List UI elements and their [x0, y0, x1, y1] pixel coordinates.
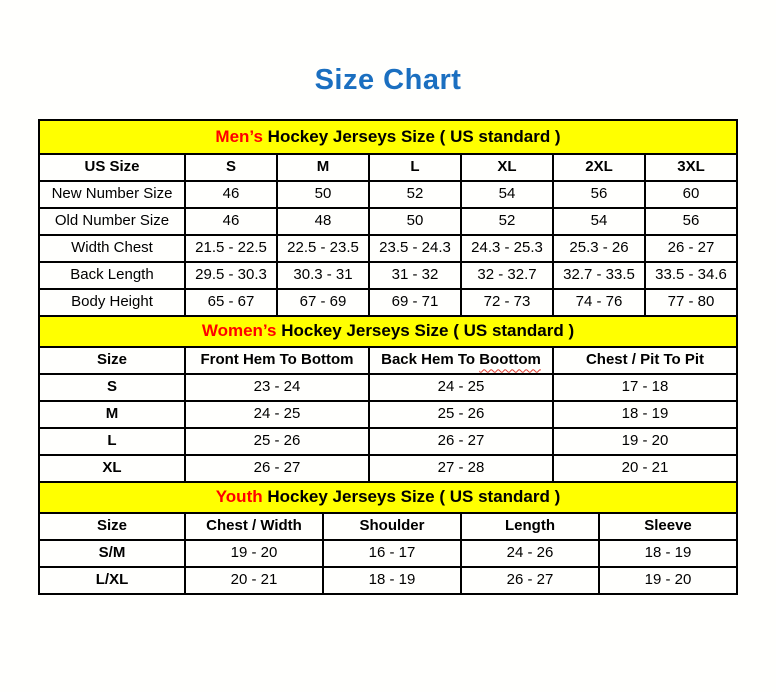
youth-column-header-3: Length: [461, 513, 599, 540]
womens-table-row: [39, 428, 737, 455]
womens-section-title: Hockey Jerseys Size ( US standard ): [276, 321, 575, 341]
mens-table-row: [39, 181, 737, 208]
misspelled-word: Boottom: [479, 351, 541, 369]
youth-column-header-4: Sleeve: [599, 513, 737, 540]
youth-row-label: L/XL: [39, 567, 185, 594]
womens-row-label: M: [39, 401, 185, 428]
mens-row-label: Back Length: [39, 262, 185, 289]
womens-column-header-2: Back Hem To Boottom: [369, 347, 553, 374]
youth-section-title: Hockey Jerseys Size ( US standard ): [262, 487, 561, 507]
mens-size-cell: 26 - 27: [645, 235, 737, 262]
womens-size-cell: 23 - 24: [185, 374, 369, 401]
womens-table-body: [39, 374, 737, 482]
womens-size-cell: 26 - 27: [369, 428, 553, 455]
womens-size-table: [38, 315, 738, 483]
youth-size-cell: 26 - 27: [461, 567, 599, 594]
womens-size-cell: 25 - 26: [369, 401, 553, 428]
youth-table-body: [39, 540, 737, 594]
youth-column-header-1: Chest / Width: [185, 513, 323, 540]
mens-column-header-3: L: [369, 154, 461, 181]
mens-size-cell: 31 - 32: [369, 262, 461, 289]
mens-size-cell: 72 - 73: [461, 289, 553, 316]
womens-size-cell: 25 - 26: [185, 428, 369, 455]
womens-size-cell: 17 - 18: [553, 374, 737, 401]
youth-size-cell: 24 - 26: [461, 540, 599, 567]
mens-table-row: [39, 235, 737, 262]
youth-size-cell: 19 - 20: [599, 567, 737, 594]
mens-column-header-5: 2XL: [553, 154, 645, 181]
mens-size-cell: 52: [369, 181, 461, 208]
mens-table-row: [39, 289, 737, 316]
mens-size-cell: 25.3 - 26: [553, 235, 645, 262]
mens-size-cell: 54: [461, 181, 553, 208]
mens-row-label: Old Number Size: [39, 208, 185, 235]
mens-section-row: [39, 120, 737, 154]
womens-size-cell: 19 - 20: [553, 428, 737, 455]
womens-section-row: [39, 316, 737, 347]
mens-column-header-1: S: [185, 154, 277, 181]
mens-size-cell: 60: [645, 181, 737, 208]
mens-section-header: [39, 120, 737, 154]
mens-row-label: Width Chest: [39, 235, 185, 262]
youth-size-cell: 18 - 19: [599, 540, 737, 567]
mens-size-cell: 69 - 71: [369, 289, 461, 316]
mens-size-cell: 21.5 - 22.5: [185, 235, 277, 262]
mens-size-cell: 23.5 - 24.3: [369, 235, 461, 262]
mens-table-row: [39, 208, 737, 235]
womens-section-accent: Women’s: [201, 321, 277, 341]
mens-size-cell: 65 - 67: [185, 289, 277, 316]
mens-column-header-4: XL: [461, 154, 553, 181]
mens-row-label: Body Height: [39, 289, 185, 316]
womens-size-cell: 26 - 27: [185, 455, 369, 482]
mens-size-cell: 77 - 80: [645, 289, 737, 316]
mens-size-cell: 56: [553, 181, 645, 208]
mens-size-cell: 56: [645, 208, 737, 235]
youth-column-header-row: [39, 513, 737, 540]
womens-column-header-1: Front Hem To Bottom: [185, 347, 369, 374]
page-title: Size Chart: [314, 64, 462, 96]
youth-size-table: [38, 481, 738, 595]
mens-section-title: Hockey Jerseys Size ( US standard ): [262, 126, 561, 146]
size-chart: [38, 119, 738, 595]
youth-table-row: [39, 540, 737, 567]
mens-size-cell: 67 - 69: [277, 289, 369, 316]
youth-column-header-0: Size: [39, 513, 185, 540]
womens-size-cell: 27 - 28: [369, 455, 553, 482]
womens-table-row: [39, 401, 737, 428]
youth-size-cell: 16 - 17: [323, 540, 461, 567]
mens-size-cell: 32.7 - 33.5: [553, 262, 645, 289]
mens-size-cell: 29.5 - 30.3: [185, 262, 277, 289]
mens-table-body: [39, 181, 737, 316]
mens-size-cell: 74 - 76: [553, 289, 645, 316]
youth-size-cell: 19 - 20: [185, 540, 323, 567]
mens-row-label: New Number Size: [39, 181, 185, 208]
mens-section-accent: Men’s: [215, 126, 263, 146]
youth-size-cell: 18 - 19: [323, 567, 461, 594]
mens-table-row: [39, 262, 737, 289]
mens-size-cell: 22.5 - 23.5: [277, 235, 369, 262]
mens-size-cell: 50: [369, 208, 461, 235]
mens-column-header-row: [39, 154, 737, 181]
youth-column-header-2: Shoulder: [323, 513, 461, 540]
mens-size-cell: 52: [461, 208, 553, 235]
youth-size-cell: 20 - 21: [185, 567, 323, 594]
mens-column-header-0: US Size: [39, 154, 185, 181]
womens-section-header: [39, 316, 737, 347]
youth-row-label: S/M: [39, 540, 185, 567]
womens-table-row: [39, 374, 737, 401]
mens-size-cell: 46: [185, 181, 277, 208]
mens-size-cell: 24.3 - 25.3: [461, 235, 553, 262]
mens-size-cell: 48: [277, 208, 369, 235]
mens-size-cell: 54: [553, 208, 645, 235]
womens-table-row: [39, 455, 737, 482]
youth-section-header: [39, 482, 737, 513]
womens-row-label: S: [39, 374, 185, 401]
womens-row-label: XL: [39, 455, 185, 482]
womens-size-cell: 18 - 19: [553, 401, 737, 428]
youth-table-row: [39, 567, 737, 594]
womens-size-cell: 20 - 21: [553, 455, 737, 482]
mens-size-cell: 46: [185, 208, 277, 235]
womens-row-label: L: [39, 428, 185, 455]
mens-column-header-2: M: [277, 154, 369, 181]
mens-size-cell: 32 - 32.7: [461, 262, 553, 289]
womens-column-header-0: Size: [39, 347, 185, 374]
mens-size-cell: 30.3 - 31: [277, 262, 369, 289]
womens-column-header-row: [39, 347, 737, 374]
mens-column-header-6: 3XL: [645, 154, 737, 181]
youth-section-accent: Youth: [215, 487, 263, 507]
womens-size-cell: 24 - 25: [185, 401, 369, 428]
mens-size-table: [38, 119, 738, 317]
womens-size-cell: 24 - 25: [369, 374, 553, 401]
mens-size-cell: 50: [277, 181, 369, 208]
youth-section-row: [39, 482, 737, 513]
mens-size-cell: 33.5 - 34.6: [645, 262, 737, 289]
womens-column-header-3: Chest / Pit To Pit: [553, 347, 737, 374]
